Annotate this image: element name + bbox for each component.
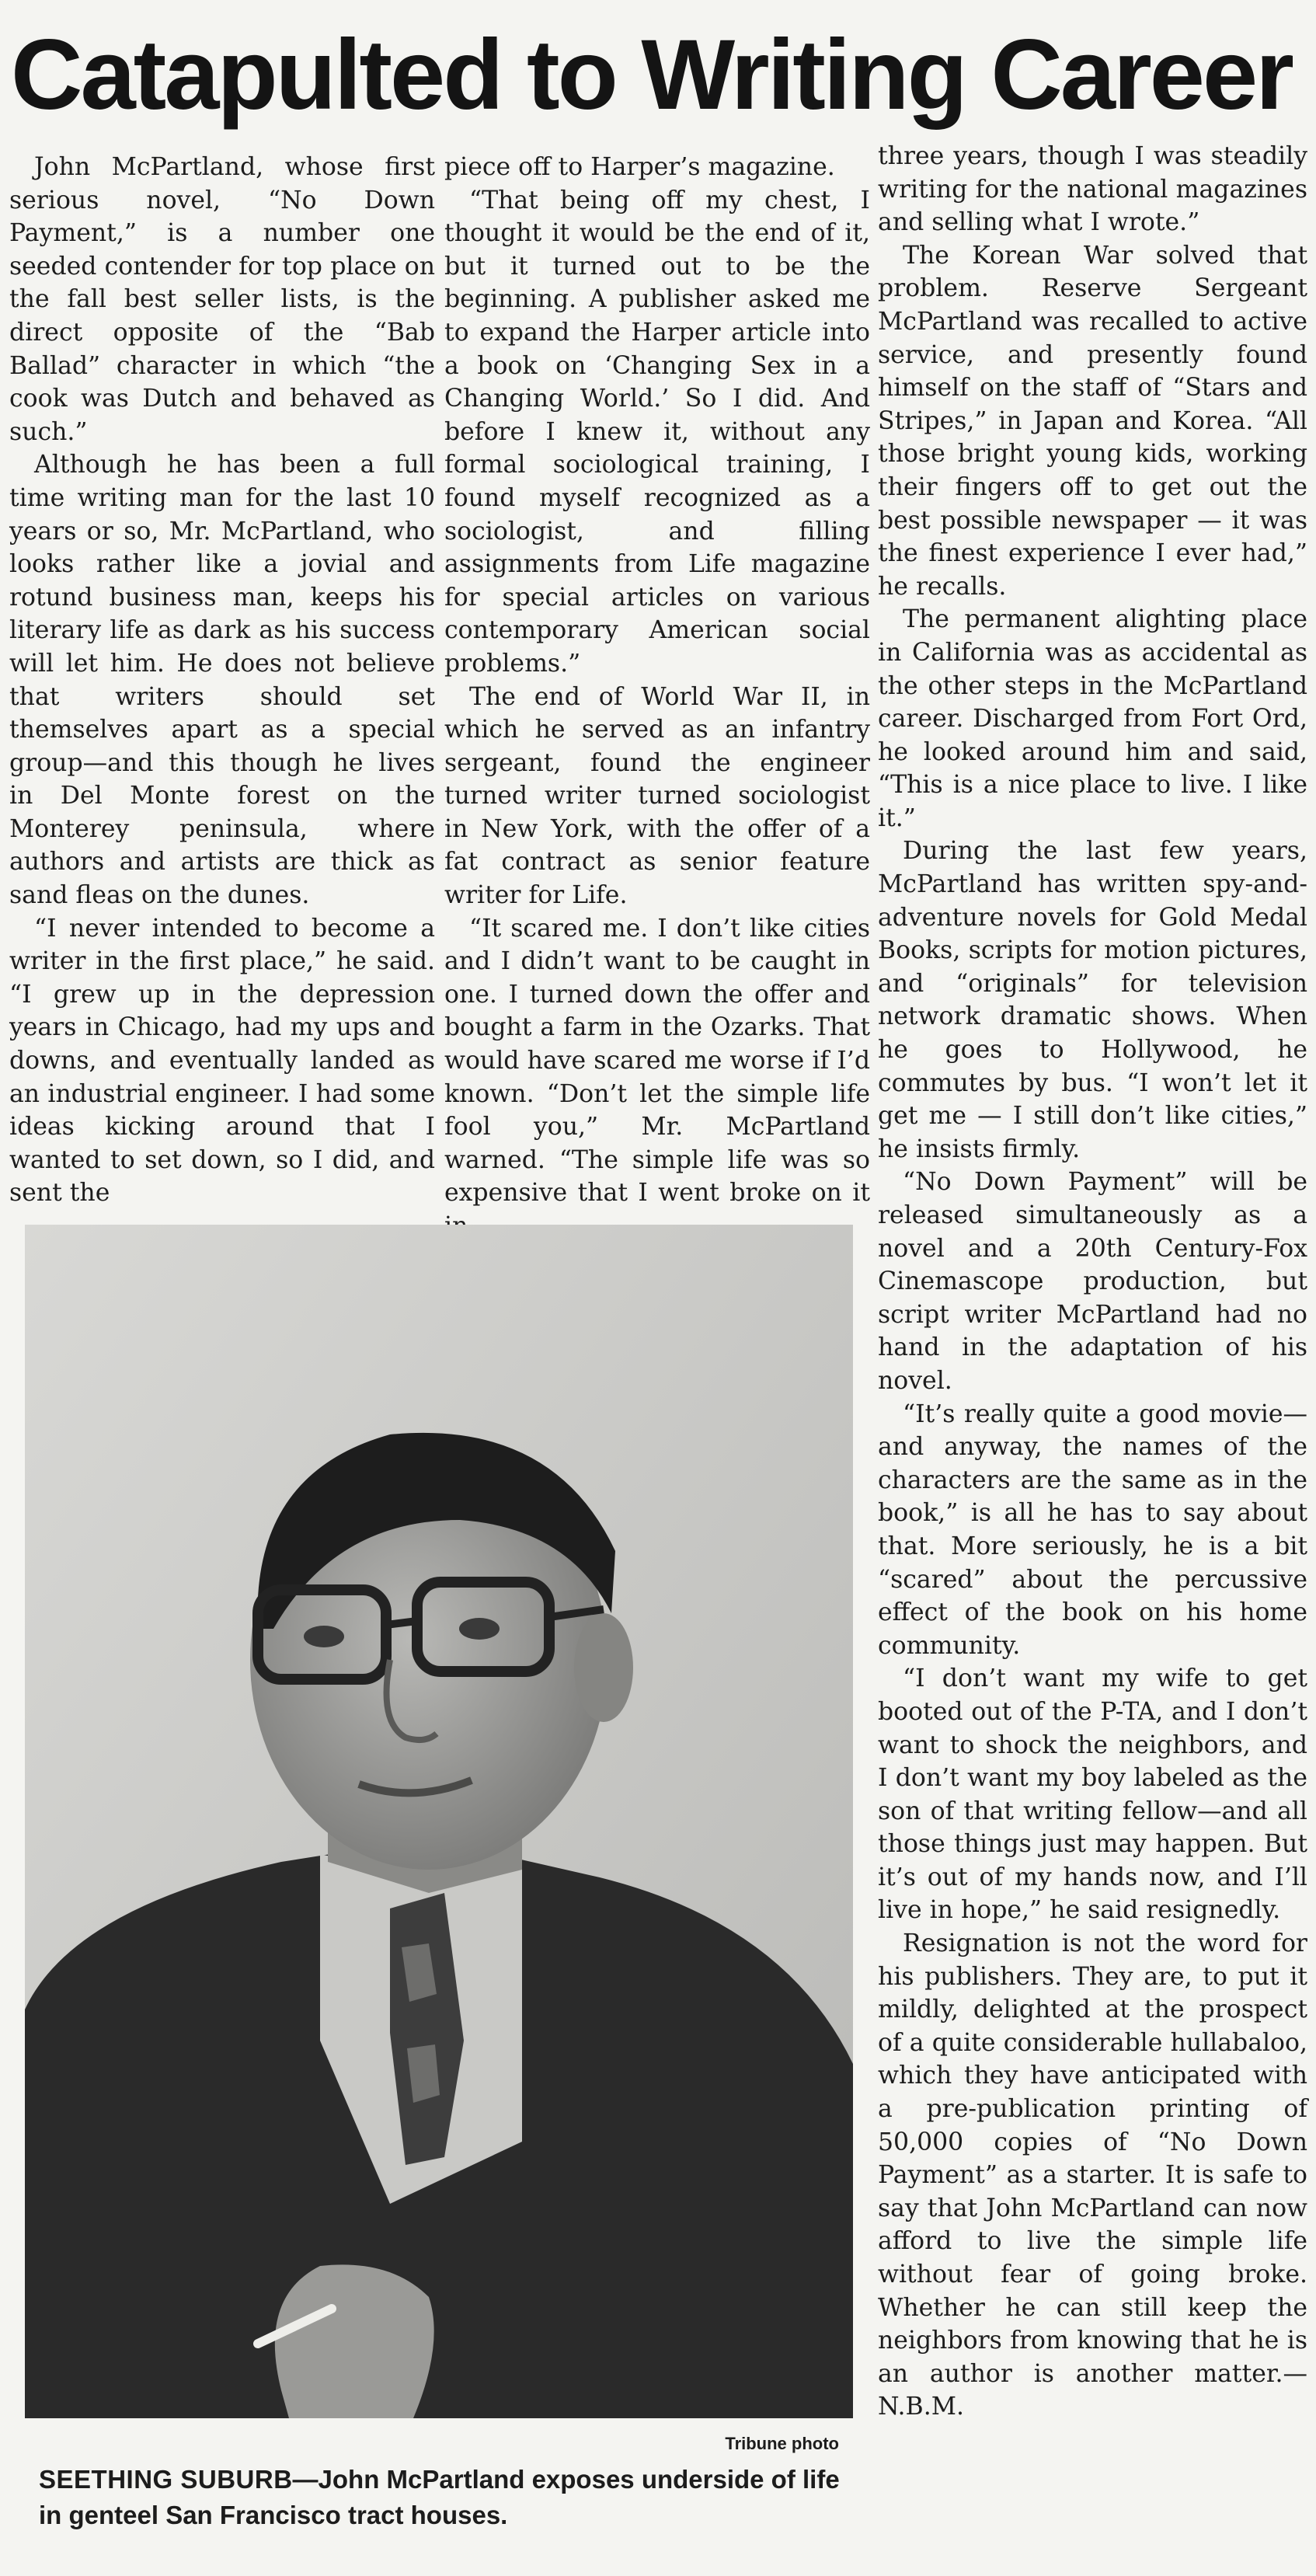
paragraph: “That being off my chest, I thought it would be the end of it, but it turned out to be the beginning. A publisher asked me to expand the Harper article into a book on ‘Changing Sex in a Changing World.’ So I did. And before I knew it, without any formal sociological training, I found myself recognized as a sociologist, and filling assignments from Life magazine for special articles on various contemporary American social problems.” bbox=[444, 186, 870, 678]
paragraph: During the last few years, McPartland has written spy-and-adventure novels for Gold Medal Books, scripts for motion pictures, and “originals” for television network dramatic shows. When he goes to Hollywood, he commutes by bus. “I won’t let it get me — I still don’t like cities,” he insists firmly. bbox=[878, 837, 1307, 1163]
caption-text: —John McPartland exposes underside of life in genteel San Francisco tract houses. bbox=[39, 2465, 840, 2529]
article-column-1 bbox=[9, 151, 435, 1210]
article-column-3 bbox=[878, 140, 1307, 2424]
paragraph: piece off to Harper’s magazine. bbox=[444, 153, 835, 181]
author-portrait-photo bbox=[25, 1225, 853, 2418]
caption-kicker: SEETHING SUBURB bbox=[39, 2465, 293, 2494]
paragraph: “It’s really quite a good movie—and anyway, the names of the characters are the same as in the book,” is all he has to say about that. More seriously, he is a bit “scared” about the percussive effect of the book on his home community. bbox=[878, 1400, 1307, 1660]
paragraph: “No Down Payment” will be released simultaneously as a novel and a 20th Century-Fox Cinemascope production, but script writer McPartland had no hand in the adaptation of his novel. bbox=[878, 1168, 1307, 1395]
paragraph: John McPartland, whose first serious novel, “No Down Payment,” is a number one seeded contender for top place on the fall best seller lists, is the direct opposite of the “Bab Ballad” character in which “the cook was Dutch and behaved as such.” bbox=[9, 153, 435, 446]
headline: Catapulted to Writing Career bbox=[11, 19, 1292, 131]
photo-caption bbox=[39, 2462, 862, 2533]
paragraph: Resignation is not the word for his publishers. They are, to put it mildly, delighted at the prospect of a quite considerable hullabaloo, which they have anticipated with a pre-publication printing of 50,000 copies of “No Down Payment” as a starter. It is safe to say that John McPartland can now afford to live the simple life without fear of going broke. Whether he can still keep the neighbors from knowing that he is an author is another matter.—N.B.M. bbox=[878, 1929, 1307, 2421]
paragraph: The end of World War II, in which he served as an infantry sergeant, found the engineer turned writer turned sociologist in New York, with the offer of a fat contract as senior feature writer for Life. bbox=[444, 682, 870, 910]
paragraph: Although he has been a full time writing man for the last 10 years or so, Mr. McPartland, who looks rather like a jovial and rotund business man, keeps his literary life as dark as his success will let him. He does not believe that writers should set themselves apart as a special group—and this though he lives in Del Monte forest on the Monterey peninsula, where authors and artists are thick as sand fleas on the dunes. bbox=[9, 451, 435, 910]
paragraph: “I don’t want my wife to get booted out of the P-TA, and I don’t want to shock the neighbors, and I don’t want my boy labeled as the son of that writing fellow—and all those things just may happen. But it’s out of my hands now, and I’ll live in hope,” he said resignedly. bbox=[878, 1664, 1307, 1925]
paragraph: three years, though I was steadily writing for the national magazines and selling what I wrote.” bbox=[878, 142, 1307, 237]
photo-credit: Tribune photo bbox=[725, 2434, 839, 2453]
paragraph: The Korean War solved that problem. Reserve Sergeant McPartland was recalled to active service, and presently found himself on the staff of “Stars and Stripes,” in Japan and Korea. “All those bright young kids, working their fingers off to get out the best possible newspaper — it was the finest experience I ever had,” he recalls. bbox=[878, 241, 1307, 601]
article-column-2 bbox=[444, 151, 870, 1243]
paragraph: “I never intended to become a writer in the first place,” he said. “I grew up in the depression years in Chicago, had my ups and downs, and eventually landed as an industrial engineer. I had some ideas kicking around that I wanted to set down, so I did, and sent the bbox=[9, 914, 435, 1208]
paragraph: “It scared me. I don’t like cities and I didn’t want to be caught in one. I turned down the offer and bought a farm in the Ozarks. That would have scared me worse if I’d known. “Don’t let the simple life fool you,” Mr. McPartland warned. “The simple life was so expensive that I went broke on it bbox=[444, 914, 870, 1208]
paragraph: The permanent alighting place in California was as accidental as the other steps in the McPartland career. Discharged from Fort Ord, he looked around him and said, “This is a nice place to live. I like it.” bbox=[878, 605, 1307, 832]
